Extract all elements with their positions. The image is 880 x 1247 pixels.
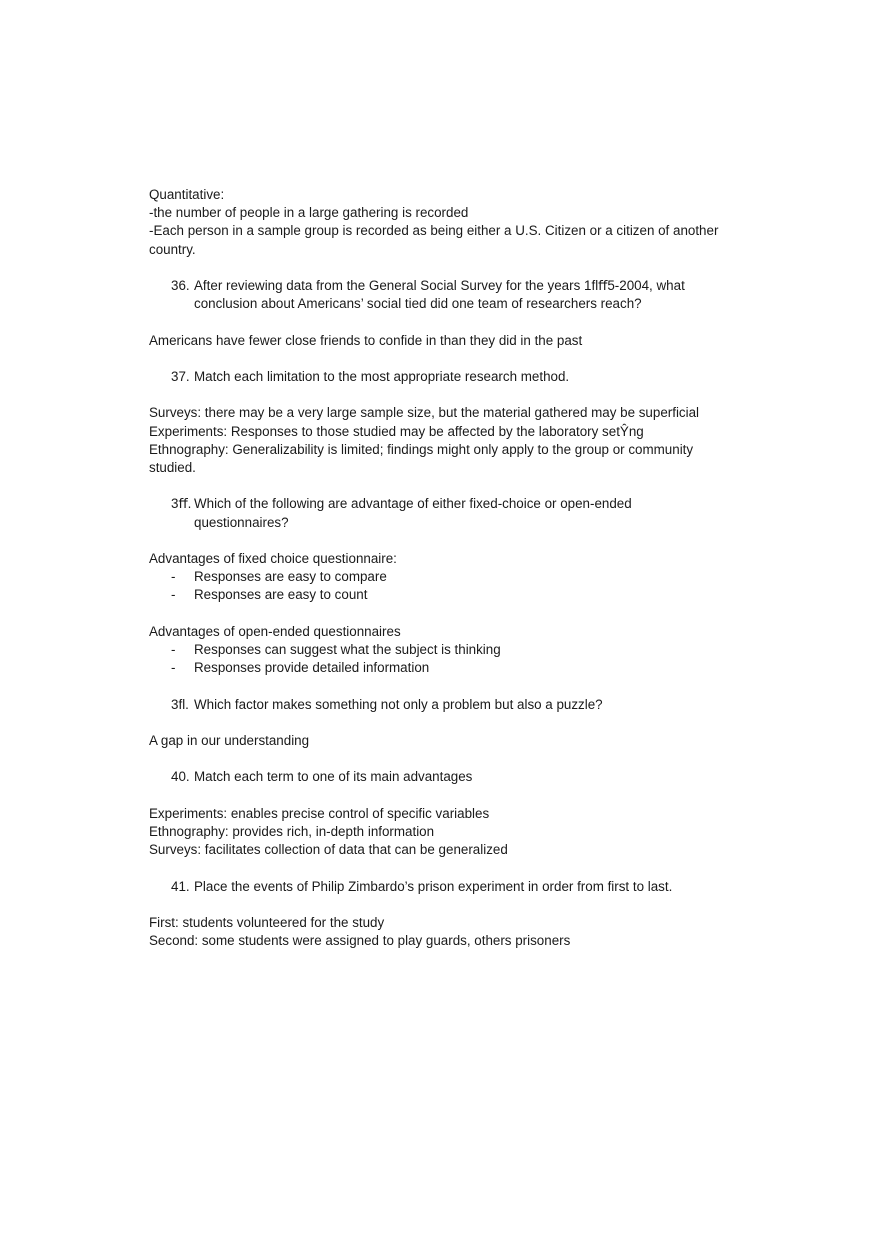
question-number: 36. [171,278,190,293]
question-41 [149,878,729,896]
answer-37-experiments: Experiments: Responses to those studied may be affected by the laboratory setŶng [149,423,644,439]
answer-37-surveys: Surveys: there may be a very large sample size, but the material gathered may be superficial [149,405,700,421]
answer-40-surveys: Surveys: facilitates collection of data that can be generalized [149,842,508,858]
list-item [149,568,729,586]
question-37 [149,368,729,386]
list-item-text: Responses can suggest what the subject is thinking [194,641,501,657]
question-40 [149,768,729,786]
bullet-dash: - [171,587,176,603]
answer-40-ethnography: Ethnography: provides rich, in-depth information [149,823,435,839]
answer-40-experiments: Experiments: enables precise control of specific variables [149,805,490,821]
list-item [149,641,729,659]
question-text: Place the events of Philip Zimbardo’s prison experiment in order from first to last. [194,878,673,894]
list-item [149,586,729,604]
quantitative-line-1: -the number of people in a large gathering is recorded [149,205,469,221]
bullet-dash: - [171,660,176,676]
question-text: Which factor makes something not only a problem but also a puzzle? [194,696,603,712]
bullet-dash: - [171,569,176,585]
document-page [149,186,729,950]
question-number: 37. [171,368,190,384]
question-36 [149,277,729,313]
question-text: After reviewing data from the General Social Survey for the years 1ﬂﬀ5-2004, what conclusion about Americans’ social tied did one team of researchers reach? [194,278,685,312]
list-item [149,659,729,677]
question-38 [149,495,729,531]
question-text: Which of the following are advantage of either fixed-choice or open-ended questionnaires? [194,496,632,530]
quantitative-line-2: -Each person in a sample group is recorded as being either a U.S. Citizen or a citizen of another country. [149,223,719,257]
list-item-text: Responses provide detailed information [194,660,430,676]
answer-41-first: First: students volunteered for the study [149,914,385,930]
answer-36: Americans have fewer close friends to confide in than they did in the past [149,332,583,348]
question-number: 40. [171,769,190,785]
question-number: 3ﬂ. [171,696,189,712]
question-39 [149,696,729,714]
quantitative-heading: Quantitative: [149,187,225,202]
list-item-text: Responses are easy to compare [194,569,387,585]
answer-41-second: Second: some students were assigned to play guards, others prisoners [149,933,571,949]
question-text: Match each term to one of its main advantages [194,769,473,785]
answer-39: A gap in our understanding [149,732,310,748]
open-ended-heading: Advantages of open-ended questionnaires [149,623,401,639]
fixed-choice-heading: Advantages of fixed choice questionnaire: [149,550,397,566]
question-text: Match each limitation to the most appropriate research method. [194,368,570,384]
bullet-dash: - [171,641,176,657]
question-number: 41. [171,878,190,894]
question-number: 3ﬀ. [171,496,192,512]
answer-37-ethnography: Ethnography: Generalizability is limited; findings might only apply to the group or community studied. [149,441,694,475]
list-item-text: Responses are easy to count [194,587,368,603]
